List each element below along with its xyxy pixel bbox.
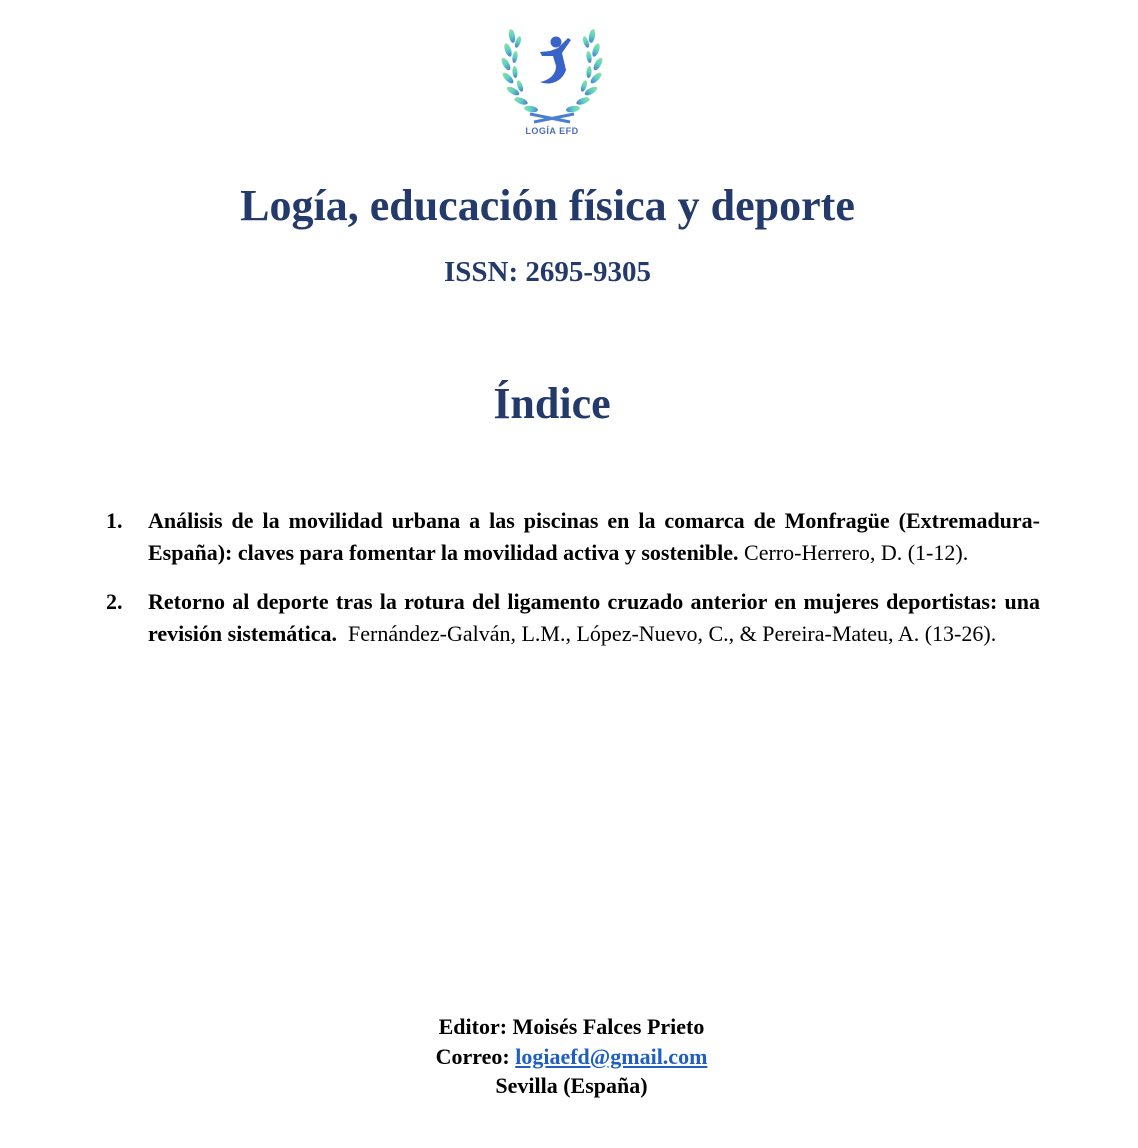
index-heading: Índice — [493, 379, 611, 428]
email-link[interactable]: logiaefd@gmail.com — [515, 1043, 708, 1069]
index-list — [106, 505, 1040, 667]
entry-number: 2. — [106, 589, 123, 614]
entry-number: 1. — [106, 508, 123, 533]
editor-line: Editor: Moisés Falces Prieto — [438, 1014, 705, 1039]
entry-title: Análisis de la movilidad urbana a las piscinas en la comarca de Monfragüe (Extremadura-España): claves para fomentar la movilidad activa y sostenible. — [148, 508, 1040, 565]
entry-authors: Cerro-Herrero, D. (1-12). — [744, 539, 969, 565]
email-label: Correo: — [435, 1043, 510, 1069]
location-line: Sevilla (España) — [495, 1073, 648, 1098]
index-entry — [106, 586, 1040, 649]
journal-title: Logía, educación física y deporte — [240, 181, 855, 230]
footer — [0, 1012, 1138, 1101]
index-entry — [106, 505, 1040, 568]
entry-authors: Fernández-Galván, L.M., López-Nuevo, C., & Pereira-Mateu, A. (13-26). — [348, 620, 997, 646]
laurel-athlete-logo-icon — [500, 24, 604, 142]
issn: ISSN: 2695-9305 — [443, 256, 652, 288]
entry-title: Retorno al deporte tras la rotura del ligamento cruzado anterior en mujeres deportistas: una revisión sistemática. — [148, 589, 1040, 646]
logo-text: LOGÍA EFD — [525, 126, 579, 136]
email-line — [0, 1042, 1138, 1072]
